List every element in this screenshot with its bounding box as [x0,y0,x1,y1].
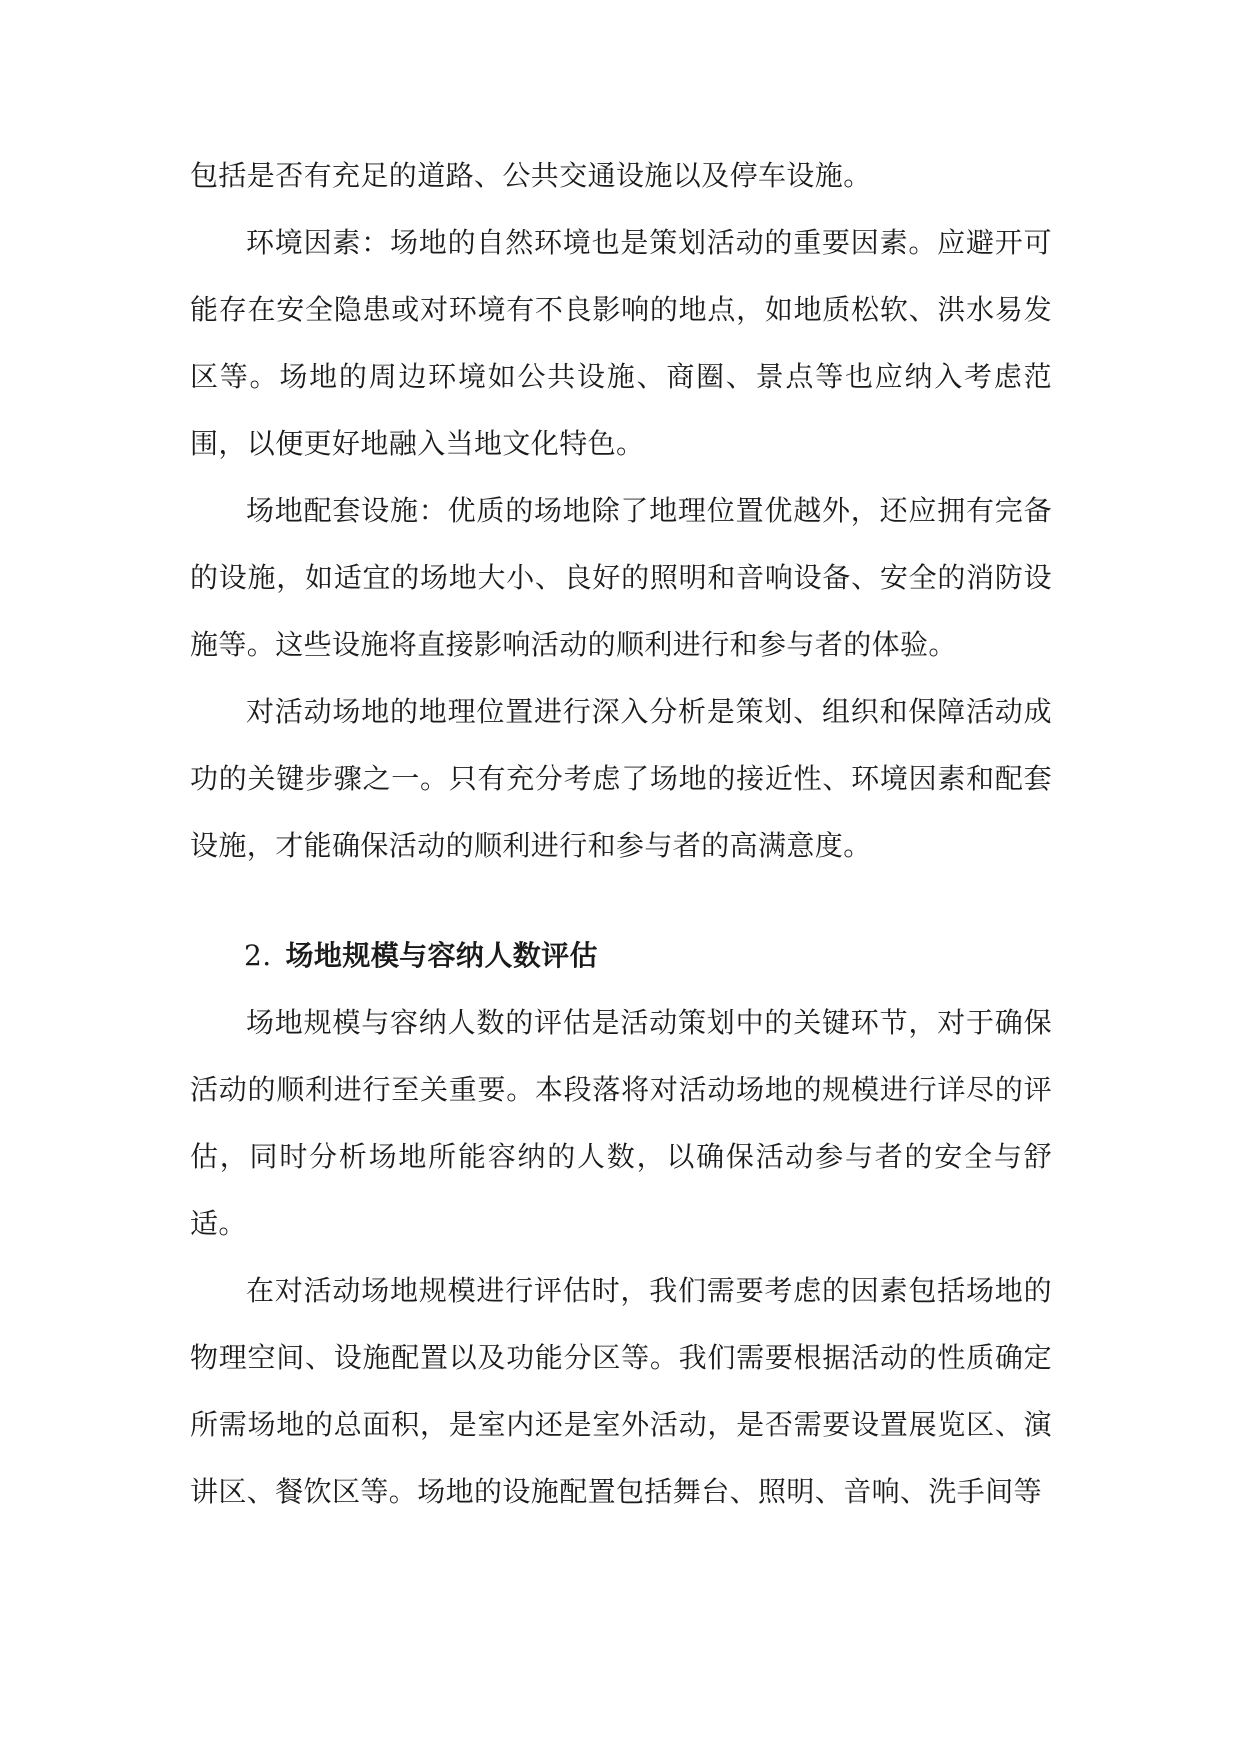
section-heading [190,922,1052,989]
section-number: 2. [244,939,272,972]
paragraph-venue-facilities: 场地配套设施：优质的场地除了地理位置优越外，还应拥有完备的设施，如适宜的场地大小、良好的照明和音响设备、安全的消防设施等。这些设施将直接影响活动的顺利进行和参与者的体验。 [190,494,1052,661]
paragraph-continued: 包括是否有充足的道路、公共交通设施以及停车设施。 [190,159,872,192]
section-title: 场地规模与容纳人数评估 [285,939,598,972]
paragraph-environment-factors: 环境因素：场地的自然环境也是策划活动的重要因素。应避开可能存在安全隐患或对环境有不良影响的地点，如地质松软、洪水易发区等。场地的周边环境如公共设施、商圈、景点等也应纳入考虑范围，以便更好地融入当地文化特色。 [190,226,1052,460]
paragraph-scale-intro: 场地规模与容纳人数的评估是活动策划中的关键环节，对于确保活动的顺利进行至关重要。本段落将对活动场地的规模进行详尽的评估，同时分析场地所能容纳的人数，以确保活动参与者的安全与舒适。 [190,1006,1052,1240]
document-body [190,142,1052,1525]
paragraph-location-summary: 对活动场地的地理位置进行深入分析是策划、组织和保障活动成功的关键步骤之一。只有充分考虑了场地的接近性、环境因素和配套设施，才能确保活动的顺利进行和参与者的高满意度。 [190,695,1052,862]
paragraph-scale-factors: 在对活动场地规模进行评估时，我们需要考虑的因素包括场地的物理空间、设施配置以及功能分区等。我们需要根据活动的性质确定所需场地的总面积，是室内还是室外活动，是否需要设置展览区、演讲区、餐饮区等。场地的设施配置包括舞台、照明、音响、洗手间等 [190,1274,1052,1508]
